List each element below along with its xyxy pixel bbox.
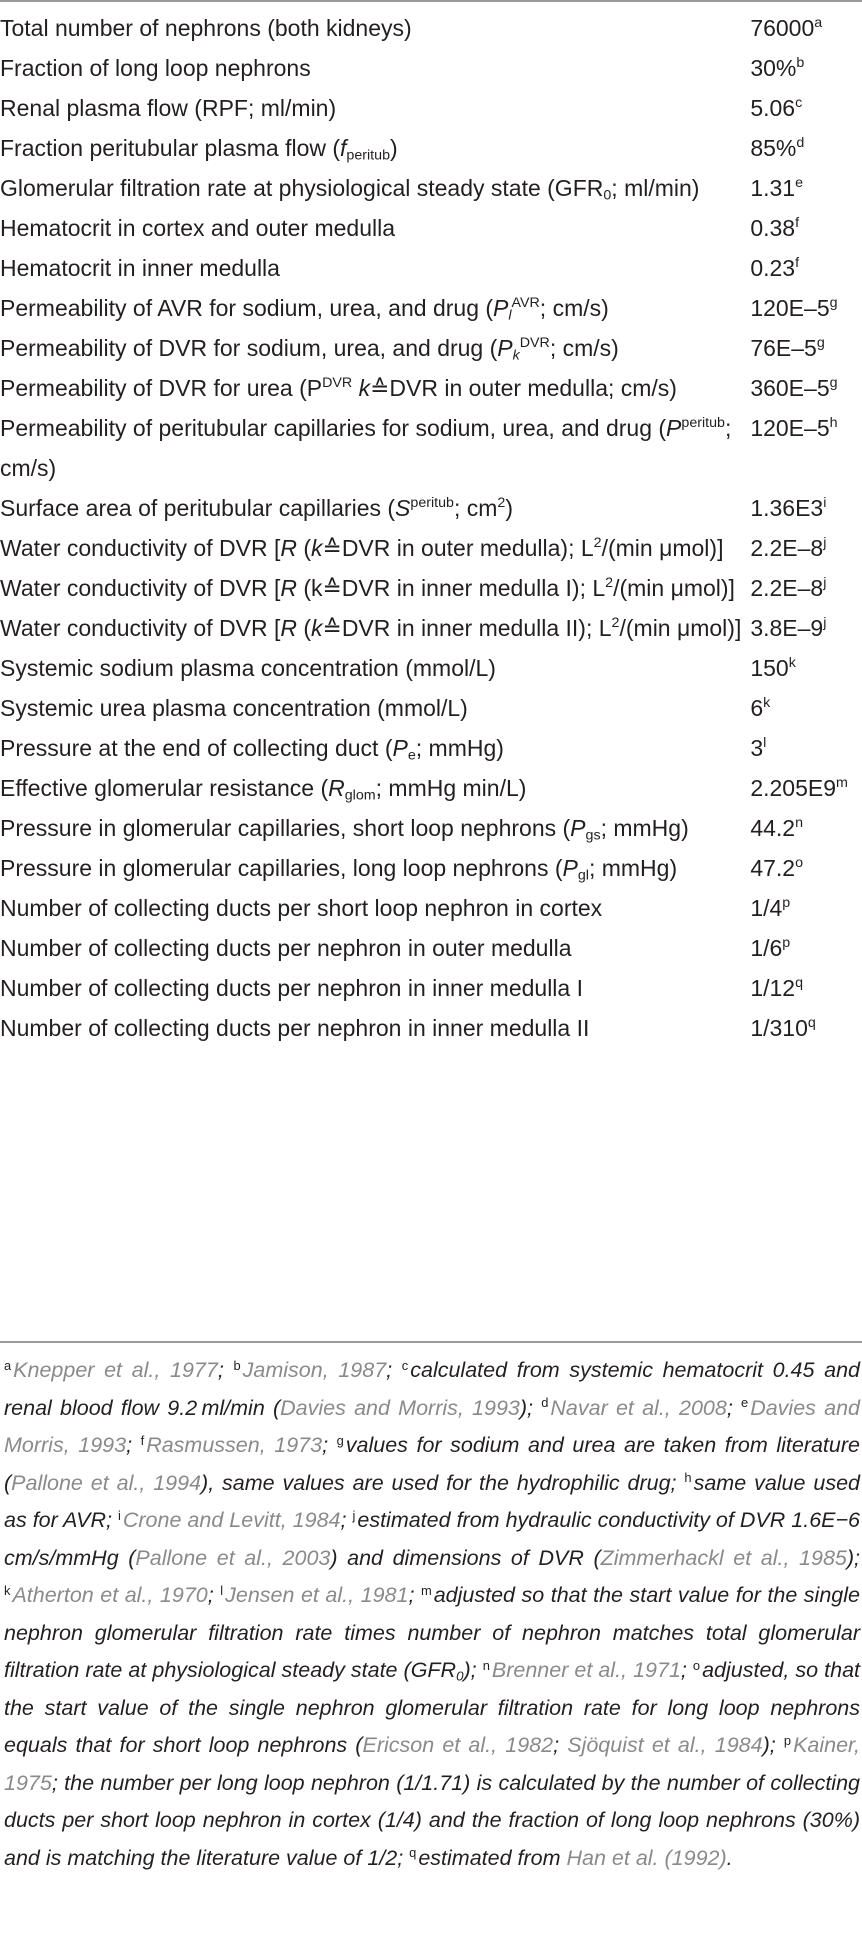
parameter-label: Effective glomerular resistance ($R_{glom}$; mmHg min/L) <box>0 775 527 804</box>
table-row <box>0 368 862 408</box>
parameter-label: Hematocrit in cortex and outer medulla <box>0 215 396 241</box>
table-row <box>0 248 862 288</box>
table-row <box>0 648 862 688</box>
parameter-value: 3$^l$ <box>750 735 767 761</box>
table-row <box>0 768 862 808</box>
parameter-label: Systemic sodium plasma concentration (mmol/L) <box>0 655 496 681</box>
parameter-value: 2.205E9$^m$ <box>750 775 848 801</box>
table-row <box>0 928 862 968</box>
parameter-value: 47.2$^o$ <box>750 855 804 881</box>
parameter-value: 1/310$^q$ <box>750 1015 816 1041</box>
table-row <box>0 168 862 208</box>
table-top-rule <box>0 0 862 2</box>
parameter-label: Fraction of long loop nephrons <box>0 55 311 81</box>
table-row <box>0 568 862 608</box>
parameter-value: 44.2$^n$ <box>750 815 804 841</box>
table-row <box>0 208 862 248</box>
parameter-value: 5.06$^c$ <box>750 95 803 121</box>
parameter-value: 3.8E–9$^j$ <box>750 615 827 641</box>
parameter-value: 1/4$^p$ <box>750 895 791 921</box>
table-row <box>0 728 862 768</box>
parameter-value: 30%$^b$ <box>750 55 805 81</box>
table-row <box>0 808 862 848</box>
table-row <box>0 848 862 888</box>
parameter-value: 2.2E–8$^j$ <box>750 575 827 601</box>
parameter-value: 1/6$^p$ <box>750 935 791 961</box>
parameter-value: 1.36E3$^i$ <box>750 495 827 521</box>
table-row <box>0 288 862 328</box>
table-row <box>0 408 862 488</box>
parameter-label: Number of collecting ducts per nephron in outer medulla <box>0 935 572 961</box>
parameter-label: Pressure at the end of collecting duct ($P_e$; mmHg) <box>0 735 504 764</box>
parameter-label: Permeability of DVR for sodium, urea, and drug ($P_k^{DVR}$; cm/s) <box>0 335 619 364</box>
table-row <box>0 528 862 568</box>
table-row <box>0 968 862 1008</box>
table-row <box>0 688 862 728</box>
parameter-label: Water conductivity of DVR [R (k≙DVR in inner medulla I); $L^2/(\min$ μmol)] <box>0 575 735 601</box>
parameter-label: Permeability of DVR for urea ($P^{DVR}$ k≙DVR in outer medulla; cm/s) <box>0 375 677 401</box>
parameter-label: Total number of nephrons (both kidneys) <box>0 15 412 41</box>
parameter-label: Number of collecting ducts per nephron in inner medulla I <box>0 975 583 1001</box>
parameter-value: 360E–5$^g$ <box>750 375 838 401</box>
table-row <box>0 888 862 928</box>
table-footnotes: $^a$Knepper et al., 1977; $^b$Jamison, 1987; $^c$calculated from systemic hematocrit 0.45 and renal blood flow 9.2 ml/min (Davies and Morris, 1993); $^d$Navar et al., 2008; $^e$Davies and Morris, 1993; $^f$Rasmussen, 1973; $^g$values for sodium and urea are taken from literature (Pallone et al., 1994), same values are used for the hydrophilic drug; $^h$same value used as for AVR; $^i$Crone and Levitt, 1984; $^j$estimated from hydraulic conductivity of DVR 1.6E−6 cm/s/mmHg (Pallone et al., 2003) and dimensions of DVR (Zimmerhackl et al., 1985); $^k$Atherton et al., 1970; $^l$Jensen et al., 1981; $^m$adjusted so that the start value for the single nephron glomerular filtration rate times number of nephron matches total glomerular filtration rate at physiological steady state $(GFR_0)$; $^n$Brenner et al., 1971; $^o$adjusted, so that the start value of the single nephron glomerular filtration rate for long loop nephrons equals that for short loop nephrons (Ericson et al., 1982; Sjöquist et al., 1984); $^p$Kainer, 1975; the number per long loop nephron (1/1.71) is calculated by the number of collecting ducts per short loop nephron in cortex (1/4) and the fraction of long loop nephrons (30%) and is matching the literature value of 1/2; $^q$estimated from Han et al. (1992). <box>4 1357 861 1870</box>
table-bottom-rule <box>0 1341 862 1343</box>
parameter-value: 85%$^d$ <box>750 135 805 161</box>
parameter-value: 150$^k$ <box>750 655 796 681</box>
table-row <box>0 488 862 528</box>
parameter-label: Systemic urea plasma concentration (mmol/L) <box>0 695 468 721</box>
table-row <box>0 608 862 648</box>
parameter-label: Number of collecting ducts per nephron in inner medulla II <box>0 1015 590 1041</box>
parameter-label: Glomerular filtration rate at physiological steady state ($GFR_0$; ml/min) <box>0 175 700 204</box>
table-row <box>0 328 862 368</box>
parameter-value: 76E–5$^g$ <box>750 335 825 361</box>
parameter-value: 0.38$^f$ <box>750 215 800 241</box>
parameter-value: 76000$^a$ <box>750 15 823 41</box>
parameter-value: 1.31e <box>750 175 804 201</box>
parameter-value: 2.2E–8$^j$ <box>750 535 827 561</box>
parameter-label: Number of collecting ducts per short loop nephron in cortex <box>0 895 603 921</box>
table-row <box>0 1008 862 1048</box>
parameter-value: 120E–5$^g$ <box>750 295 838 321</box>
parameter-label: Permeability of AVR for sodium, urea, and drug ($P_l^{AVR}$; cm/s) <box>0 295 609 324</box>
parameter-table-body <box>0 8 862 1048</box>
table-row <box>0 8 862 48</box>
table-row <box>0 48 862 88</box>
parameter-label: Water conductivity of DVR [R (k≙DVR in inner medulla II); $L^2/(\min$ μmol)] <box>0 615 742 641</box>
table-row <box>0 128 862 168</box>
parameter-label: Pressure in glomerular capillaries, short loop nephrons ($P_{gs}$; mmHg) <box>0 815 689 844</box>
parameter-value: 1/12$^q$ <box>750 975 804 1001</box>
parameter-label: Fraction peritubular plasma flow $(f_{peritub})$ <box>0 135 398 164</box>
parameter-table <box>0 8 862 1048</box>
parameter-value: 6$^k$ <box>750 695 771 721</box>
parameter-label: Pressure in glomerular capillaries, long loop nephrons ($P_{gl}$; mmHg) <box>0 855 678 884</box>
parameter-label: Surface area of peritubular capillaries ($S^{peritub}$; $cm^2$) <box>0 495 514 521</box>
parameter-label: Renal plasma flow (RPF; ml/min) <box>0 95 337 121</box>
table-row <box>0 88 862 128</box>
parameter-value: 120E–5$^h$ <box>750 415 838 441</box>
parameter-label: Hematocrit in inner medulla <box>0 255 280 281</box>
parameter-label: Water conductivity of DVR [R (k≙DVR in outer medulla); $L^2/(\min$ μmol)] <box>0 535 724 561</box>
parameter-value: 0.23$^f$ <box>750 255 800 281</box>
parameter-label: Permeability of peritubular capillaries for sodium, urea, and drug ($P^{peritub}$; cm/s) <box>0 415 732 481</box>
